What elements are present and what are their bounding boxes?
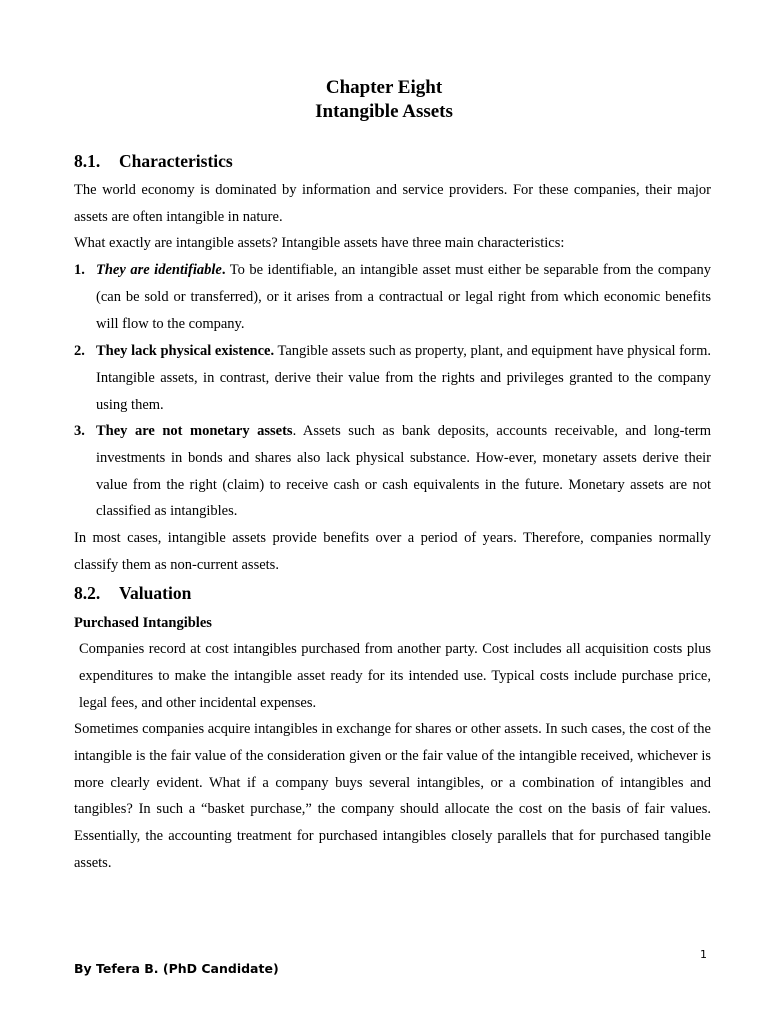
list-item-body [96,418,711,525]
list-item-text: . Assets such as bank deposits, accounts receivable, and long-term investments in bonds and shares also lack physical substance. How-ever, monetary assets derive their value from the right (claim) to receive cash or cash equivalents in the future. Monetary assets are not classified as intangibles. [96,423,711,520]
list-item [74,338,711,418]
chapter-number: Chapter Eight [325,77,443,98]
section-heading-valuation [74,582,191,604]
section-heading-characteristics [74,150,233,172]
list-item-body [96,257,711,337]
list-item-number: 1. [74,262,85,278]
list-item-lead: They are identifiable [96,262,222,278]
page-number: 1 [700,948,707,961]
basket-purchase-paragraph: Sometimes companies acquire intangibles in exchange for shares or other assets. In such cases, the cost of the intangible is the fair value of the consideration given or the fair value of the intangible received, whichever is more clearly evident. What if a company buys several intangibles, or a combination of intangibles and tangibles? In such a “basket purchase,” the company should allocate the cost on the basis of fair values. Essentially, the accounting treatment for purchased intangibles closely parallels that for purchased tangible assets. [74,721,711,871]
list-item-body [96,338,711,418]
section-number: 8.2. [74,583,101,603]
list-item-lead: They are not monetary assets [96,423,293,439]
list-item-number: 2. [74,343,85,359]
closing-paragraph: In most cases, intangible assets provide benefits over a period of years. Therefore, companies normally classify them as non-current assets. [74,530,711,573]
purchased-paragraph: Companies record at cost intangibles purchased from another party. Cost includes all acquisition costs plus expenditures to make the intangible asset ready for its intended use. Typical costs include purchase price, legal fees, and other incidental expenses. [79,641,711,711]
section-title: Characteristics [119,151,233,171]
section-number: 8.1. [74,151,101,171]
intro-paragraph: The world economy is dominated by information and service providers. For these companies, their major assets are often intangible in nature. [74,182,711,225]
question-paragraph: What exactly are intangible assets? Intangible assets have three main characteristics: [74,235,565,251]
list-item [74,418,711,525]
list-item-number: 3. [74,423,85,439]
subheading-purchased-intangibles: Purchased Intangibles [74,615,212,631]
list-item [74,257,711,337]
chapter-title: Intangible Assets [315,101,453,122]
section-title: Valuation [119,583,192,603]
list-item-text: To be identifiable, an intangible asset must either be separable from the company (can be sold or transferred), or it arises from a contractual or legal right from which economic benefits will flow to the company. [96,262,712,332]
list-item-text: Tangible assets such as property, plant, and equipment have physical form. Intangible assets, in contrast, derive their value from the rights and privileges granted to the company using them. [96,343,711,413]
list-item-lead: They lack physical existence. [96,343,275,359]
list-item-lead-punct: . [221,262,226,278]
footer-author: By Tefera B. (PhD Candidate) [74,961,279,976]
